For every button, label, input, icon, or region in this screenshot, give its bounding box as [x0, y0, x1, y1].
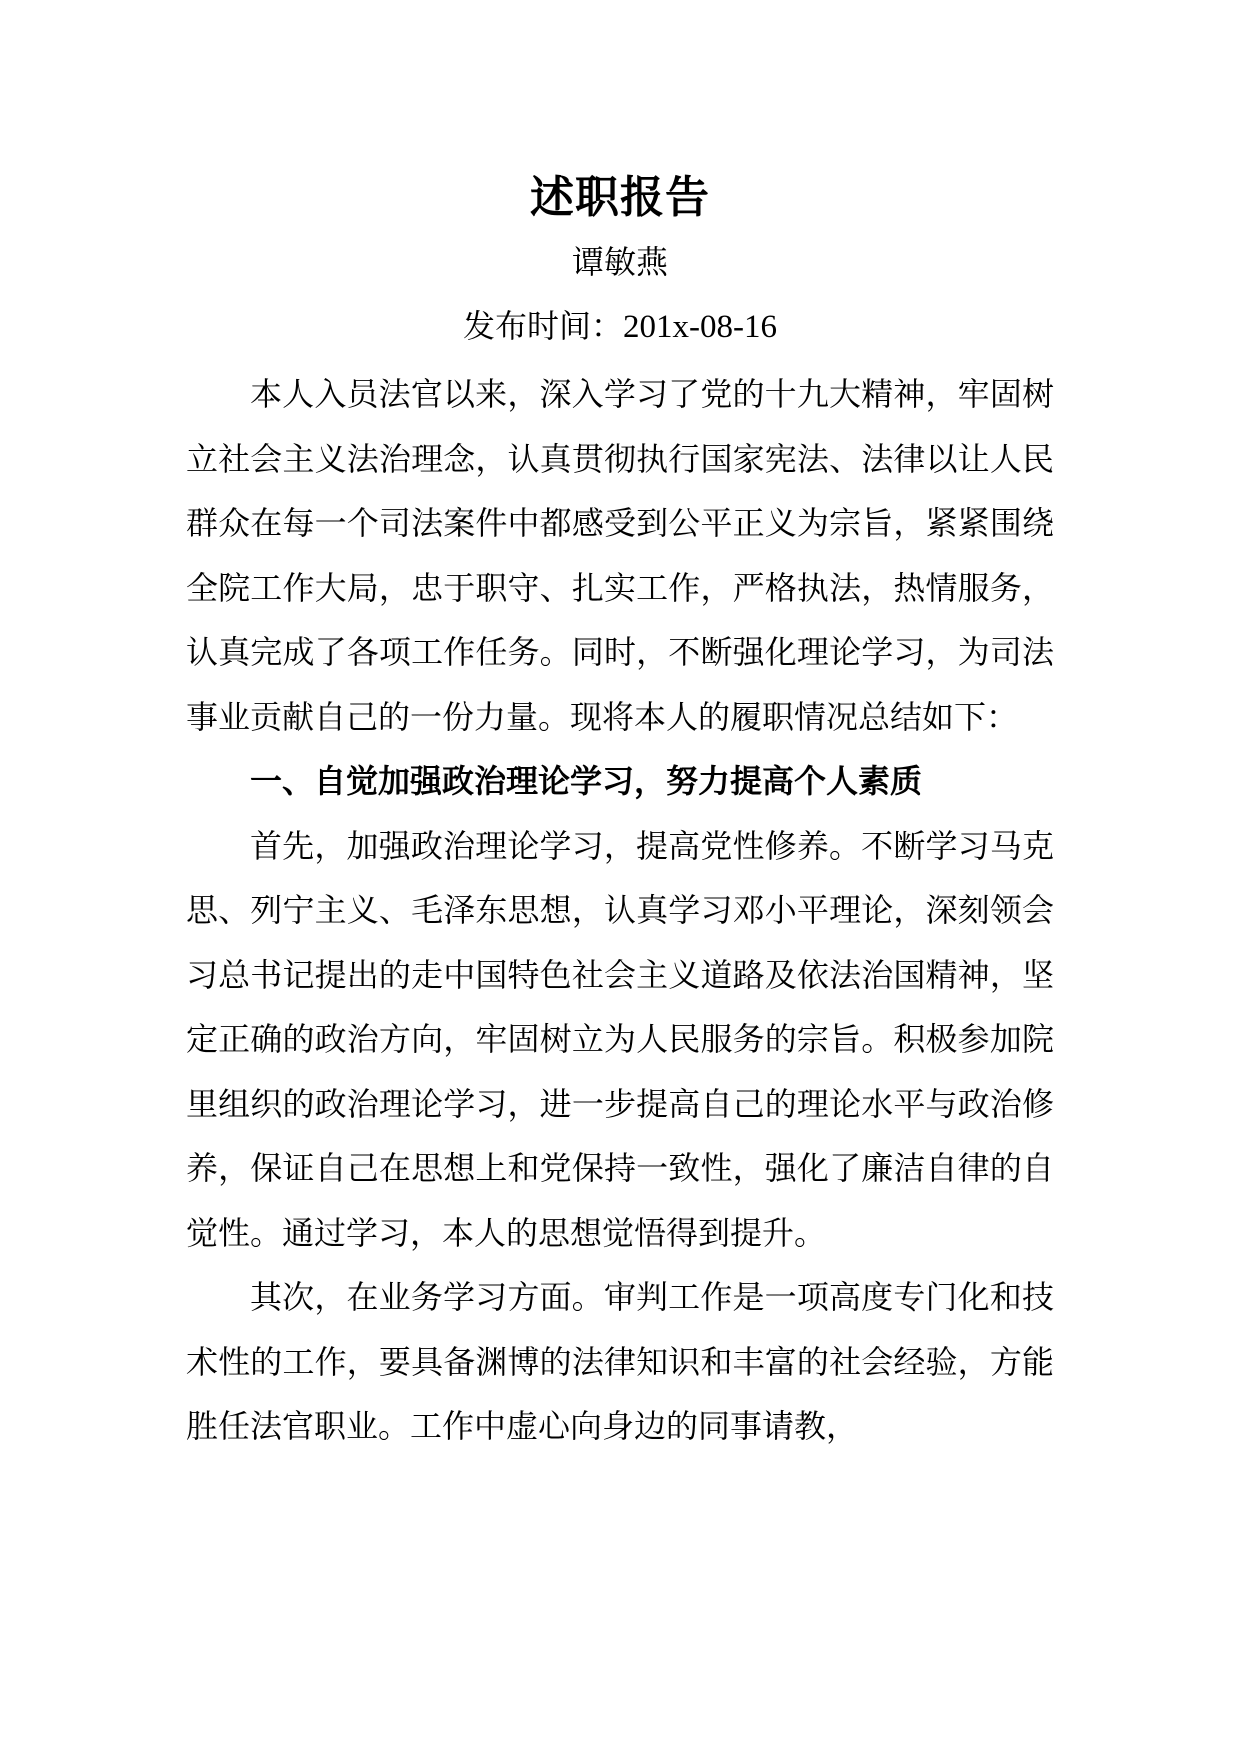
publish-time-label: 发布时间： [463, 307, 624, 345]
intro-paragraph: 本人入员法官以来，深入学习了党的十九大精神，牢固树立社会主义法治理念，认真贯彻执行国家宪法、法律以让人民群众在每一个司法案件中都感受到公平正义为宗旨，紧紧围绕全院工作大局，忠于职守、扎实工作，严格执法，热情服务，认真完成了各项工作任务。同时，不断强化理论学习，为司法事业贡献自己的一份力量。现将本人的履职情况总结如下： [186, 375, 1054, 736]
document-title: 述职报告 [530, 172, 710, 223]
publish-time-date: 201x-08-16 [623, 309, 777, 345]
document-body [186, 362, 1054, 1459]
section-heading-1: 一、自觉加强政治理论学习，努力提高个人素质 [250, 762, 923, 800]
section1-paragraph-1: 首先，加强政治理论学习，提高党性修养。不断学习马克思、列宁主义、毛泽东思想，认真学习邓小平理论，深刻领会习总书记提出的走中国特色社会主义道路及依法治国精神，坚定正确的政治方向，牢固树立为人民服务的宗旨。积极参加院里组织的政治理论学习，进一步提高自己的理论水平与政治修养，保证自己在思想上和党保持一致性，强化了廉洁自律的自觉性。通过学习，本人的思想觉悟得到提升。 [186, 826, 1054, 1252]
publish-time [0, 302, 1240, 351]
section1-paragraph-2: 其次，在业务学习方面。审判工作是一项高度专门化和技术性的工作，要具备渊博的法律知识和丰富的社会经验，方能胜任法官职业。工作中虚心向身边的同事请教， [186, 1278, 1054, 1445]
document-author: 谭敏燕 [571, 243, 668, 281]
